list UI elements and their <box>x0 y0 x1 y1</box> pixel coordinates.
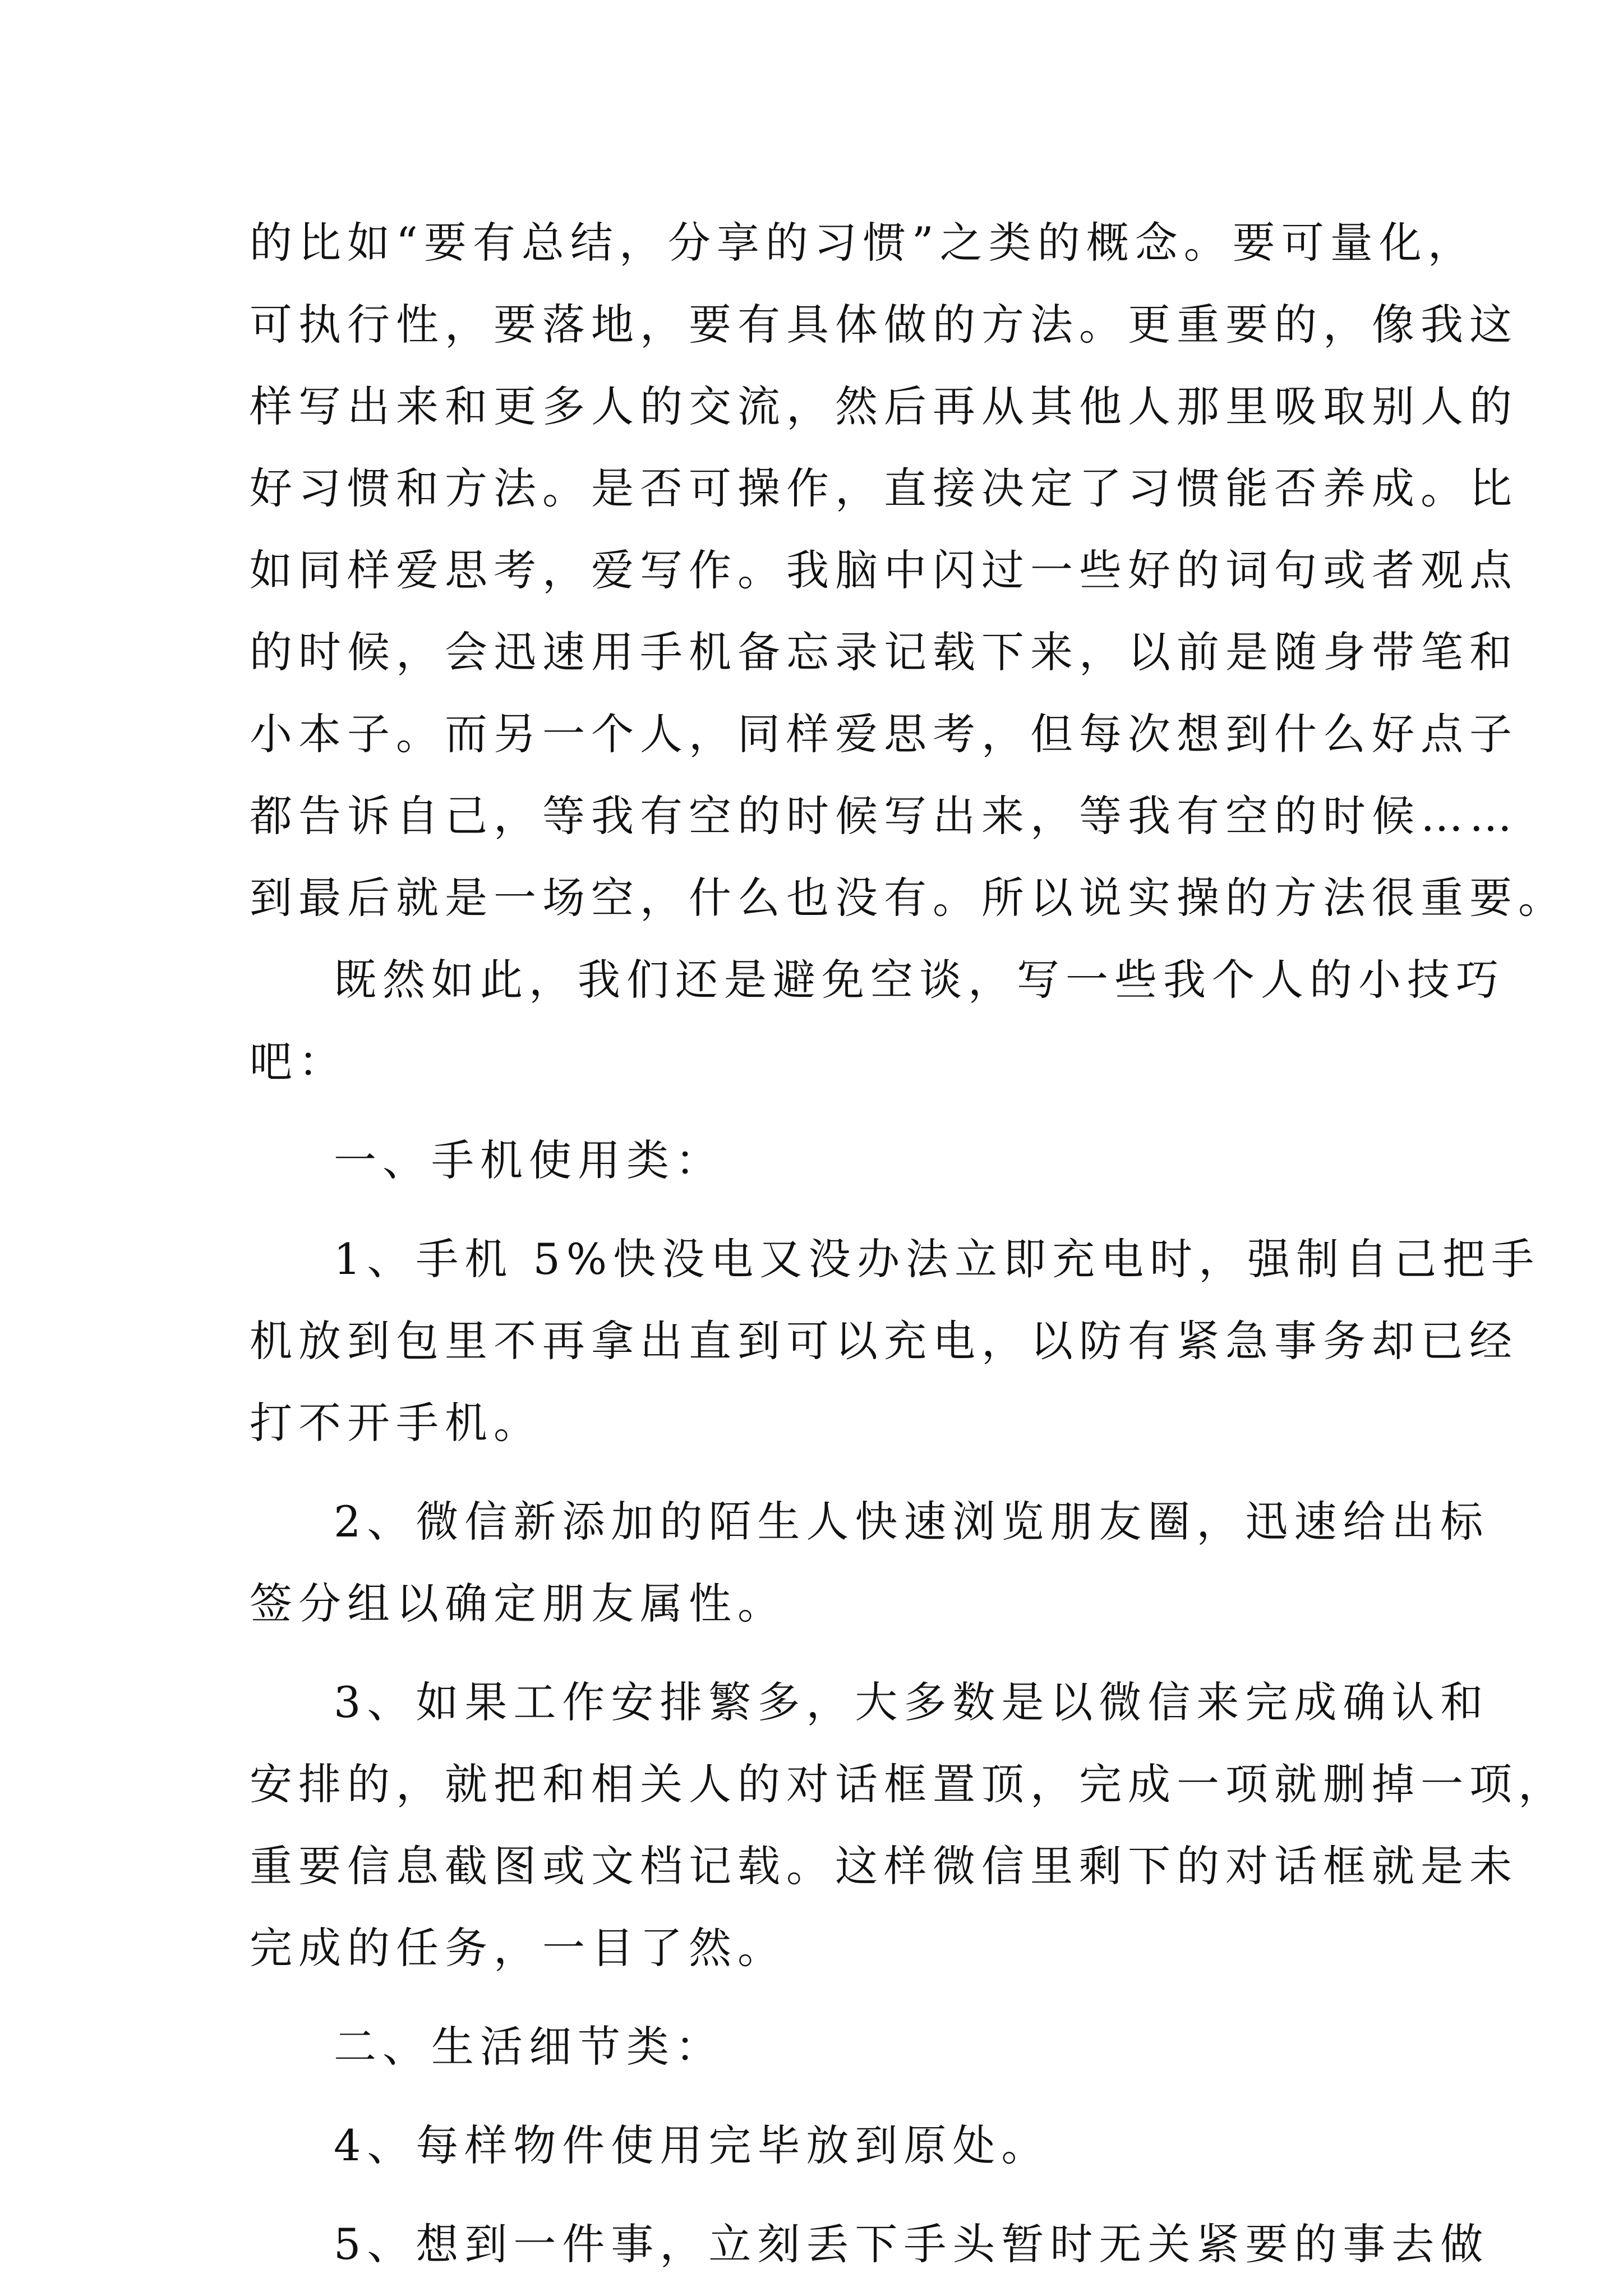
text-line: 5、想到一件事，立刻丢下手头暂时无关紧要的事去做 <box>334 2219 1490 2269</box>
text-line: 2、微信新添加的陌生人快速浏览朋友圈，迅速给出标 <box>334 1497 1490 1547</box>
document-page <box>250 202 1567 2285</box>
text-line: 机放到包里不再拿出直到可以充电，以防有紧急事务却已经 <box>250 1316 1518 1366</box>
text-line: 小本子。而另一个人，同样爱思考，但每次想到什么好点子 <box>250 709 1518 759</box>
text-line: 到最后就是一场空，什么也没有。所以说实操的方法很重要。 <box>250 873 1567 923</box>
spacer <box>250 2088 1388 2105</box>
spacer <box>250 1989 1388 2006</box>
text-line: 好习惯和方法。是否可操作，直接决定了习惯能否养成。比 <box>250 463 1518 513</box>
section-heading-phone <box>250 1120 1388 1202</box>
spacer <box>250 1103 1388 1120</box>
text-line: 重要信息截图或文档记载。这样微信里剩下的对话框就是未 <box>250 1841 1518 1891</box>
spacer <box>250 2187 1388 2203</box>
paragraph-continuation <box>250 202 1567 939</box>
text-line: 的比如“要有总结，分享的习惯”之类的概念。要可量化， <box>250 218 1477 268</box>
text-line: 完成的任务，一目了然。 <box>250 1923 786 1973</box>
text-line: 1、手机 5%快没电又没办法立即充电时，强制自己把手 <box>334 1234 1541 1284</box>
text-line: 签分组以确定朋友属性。 <box>250 1579 786 1628</box>
heading-line: 一、手机使用类： <box>334 1135 724 1185</box>
list-item-2 <box>250 1481 1490 1645</box>
text-line: 打不开手机。 <box>250 1398 542 1448</box>
text-line: 既然如此，我们还是避免空谈，写一些我个人的小技巧 <box>334 955 1505 1005</box>
list-item-3 <box>250 1662 1567 1989</box>
spacer <box>250 1464 1388 1481</box>
text-line: 3、如果工作安排繁多，大多数是以微信来完成确认和 <box>334 1677 1490 1727</box>
text-line: 样写出来和更多人的交流，然后再从其他人那里吸取别人的 <box>250 381 1518 431</box>
list-item-1 <box>250 1218 1541 1464</box>
text-line: 4、每样物件使用完毕放到原处。 <box>334 2120 1050 2170</box>
list-item-5 <box>250 2203 1490 2285</box>
text-line: 都告诉自己，等我有空的时候写出来，等我有空的时候…… <box>250 791 1518 841</box>
paragraph-intro-tips <box>250 939 1505 1103</box>
spacer <box>250 1202 1388 1218</box>
text-line: 如同样爱思考，爱写作。我脑中闪过一些好的词句或者观点 <box>250 545 1518 595</box>
list-item-4 <box>250 2105 1388 2187</box>
text-line: 可执行性，要落地，要有具体做的方法。更重要的，像我这 <box>250 300 1518 349</box>
section-heading-life <box>250 2006 1388 2088</box>
heading-line: 二、生活细节类： <box>334 2022 724 2072</box>
text-line: 的时候，会迅速用手机备忘录记载下来，以前是随身带笔和 <box>250 627 1518 677</box>
text-line: 安排的，就把和相关人的对话框置顶，完成一项就删掉一项， <box>250 1759 1567 1809</box>
spacer <box>250 1645 1388 1662</box>
text-line: 吧： <box>250 1037 347 1087</box>
